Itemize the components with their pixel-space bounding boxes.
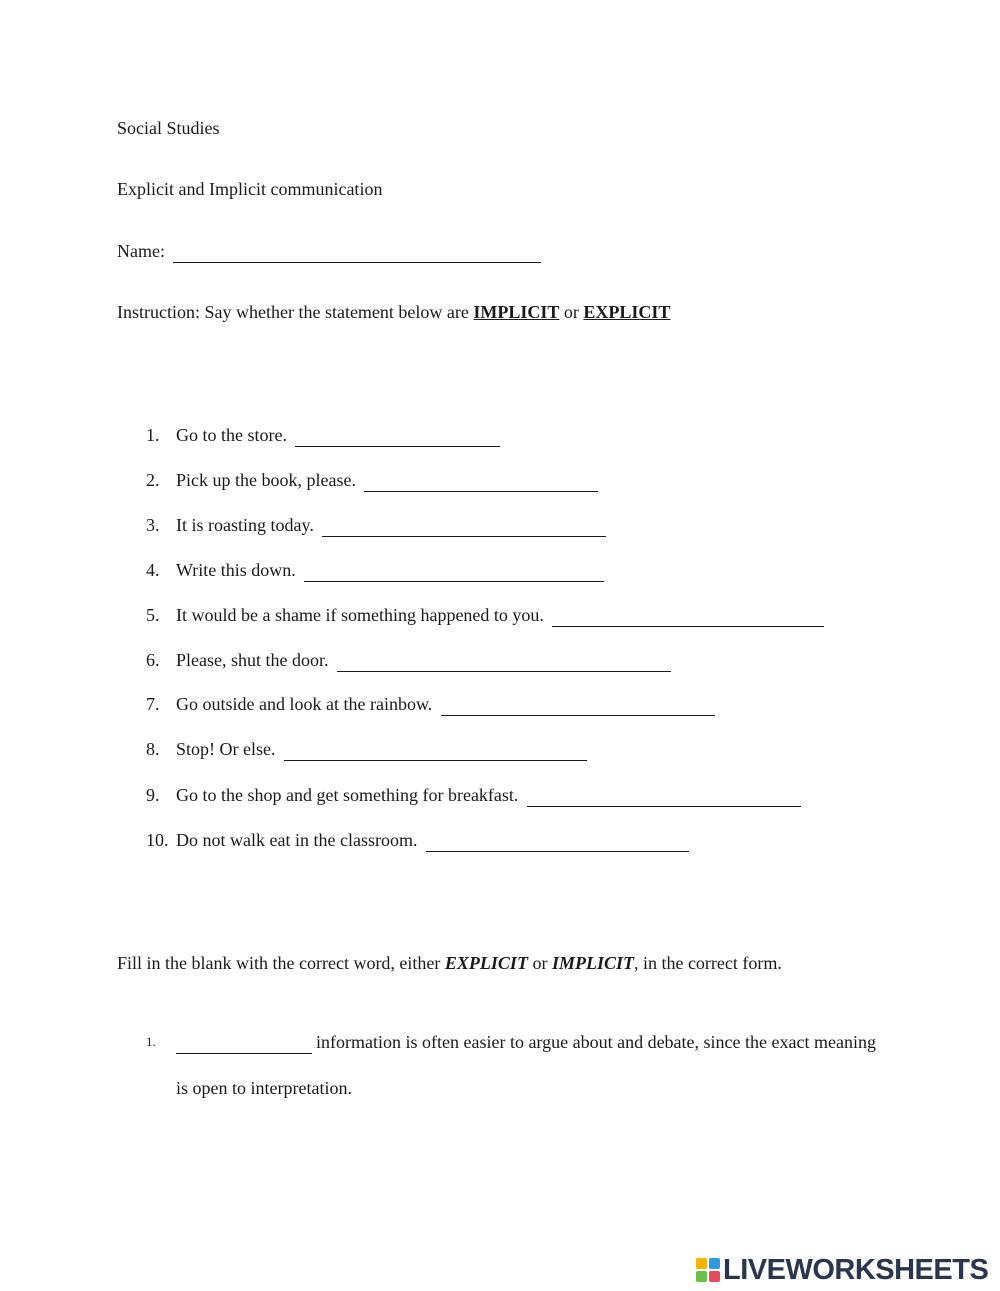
answer-input-10[interactable] [426,834,689,852]
name-row [117,240,541,263]
question-number: 7. [146,694,160,714]
logo-block-red [709,1271,720,1282]
question-text: Write this down. [176,560,296,580]
instruction-prefix: Instruction: Say whether the statement below are [117,302,469,322]
fill-item-body [176,1019,876,1111]
answer-input-1[interactable] [295,429,500,447]
question-item [146,424,500,447]
question-item [146,784,801,807]
question-number: 10. [146,830,169,850]
question-item [146,514,606,537]
question-text: Go to the store. [176,425,287,445]
question-text: Go outside and look at the rainbow. [176,694,433,714]
explicit-keyword: EXPLICIT [583,302,671,322]
question-text: Please, shut the door. [176,650,329,670]
answer-input-6[interactable] [337,654,671,672]
logo-block-green [696,1271,707,1282]
question-number: 3. [146,515,160,535]
fill-item-number: 1. [146,1034,156,1049]
question-text: Stop! Or else. [176,739,276,759]
fill-instruction-connector: or [532,953,548,973]
answer-input-7[interactable] [441,698,715,716]
answer-input-3[interactable] [322,519,606,537]
fill-blank-input-1[interactable] [176,1036,312,1054]
name-input[interactable] [173,245,541,263]
answer-input-9[interactable] [527,789,801,807]
logo-blocks-icon [696,1258,720,1282]
question-number: 2. [146,470,160,490]
explicit-keyword: EXPLICIT [444,953,528,973]
question-number: 8. [146,739,160,759]
fill-instruction-text [117,952,782,974]
answer-input-5[interactable] [552,609,824,627]
question-number: 6. [146,650,160,670]
implicit-keyword: IMPLICIT [473,302,560,322]
answer-input-2[interactable] [364,474,598,492]
question-number: 4. [146,560,160,580]
name-label: Name: [117,241,165,261]
fill-item-text: information is often easier to argue about and debate, since the exact meaning is open to interpretation. [176,1032,876,1098]
question-text: It is roasting today. [176,515,314,535]
logo-text: LIVEWORKSHEETS [723,1253,989,1286]
topic-heading: Explicit and Implicit communication [117,179,383,199]
fill-instruction-suffix: , in the correct form. [633,953,782,973]
answer-input-8[interactable] [284,743,587,761]
question-item [146,829,689,852]
question-text: It would be a shame if something happened to you. [176,605,544,625]
question-number: 9. [146,785,160,805]
logo-block-yellow [696,1258,707,1269]
question-text: Pick up the book, please. [176,470,356,490]
question-text: Do not walk eat in the classroom. [176,830,418,850]
question-item [146,604,824,627]
instruction-connector: or [563,302,579,322]
question-number: 1. [146,425,160,445]
implicit-keyword: IMPLICIT [551,953,634,973]
subject-heading: Social Studies [117,118,220,138]
logo-block-blue [709,1258,720,1269]
liveworksheets-logo [696,1253,988,1287]
question-item [146,649,671,672]
instruction-text [117,301,670,323]
question-item [146,469,598,492]
answer-input-4[interactable] [304,564,604,582]
question-item [146,738,587,761]
question-item [146,693,715,716]
fill-instruction-prefix: Fill in the blank with the correct word, either [117,953,441,973]
question-item [146,559,604,582]
question-number: 5. [146,605,160,625]
question-text: Go to the shop and get something for breakfast. [176,785,519,805]
